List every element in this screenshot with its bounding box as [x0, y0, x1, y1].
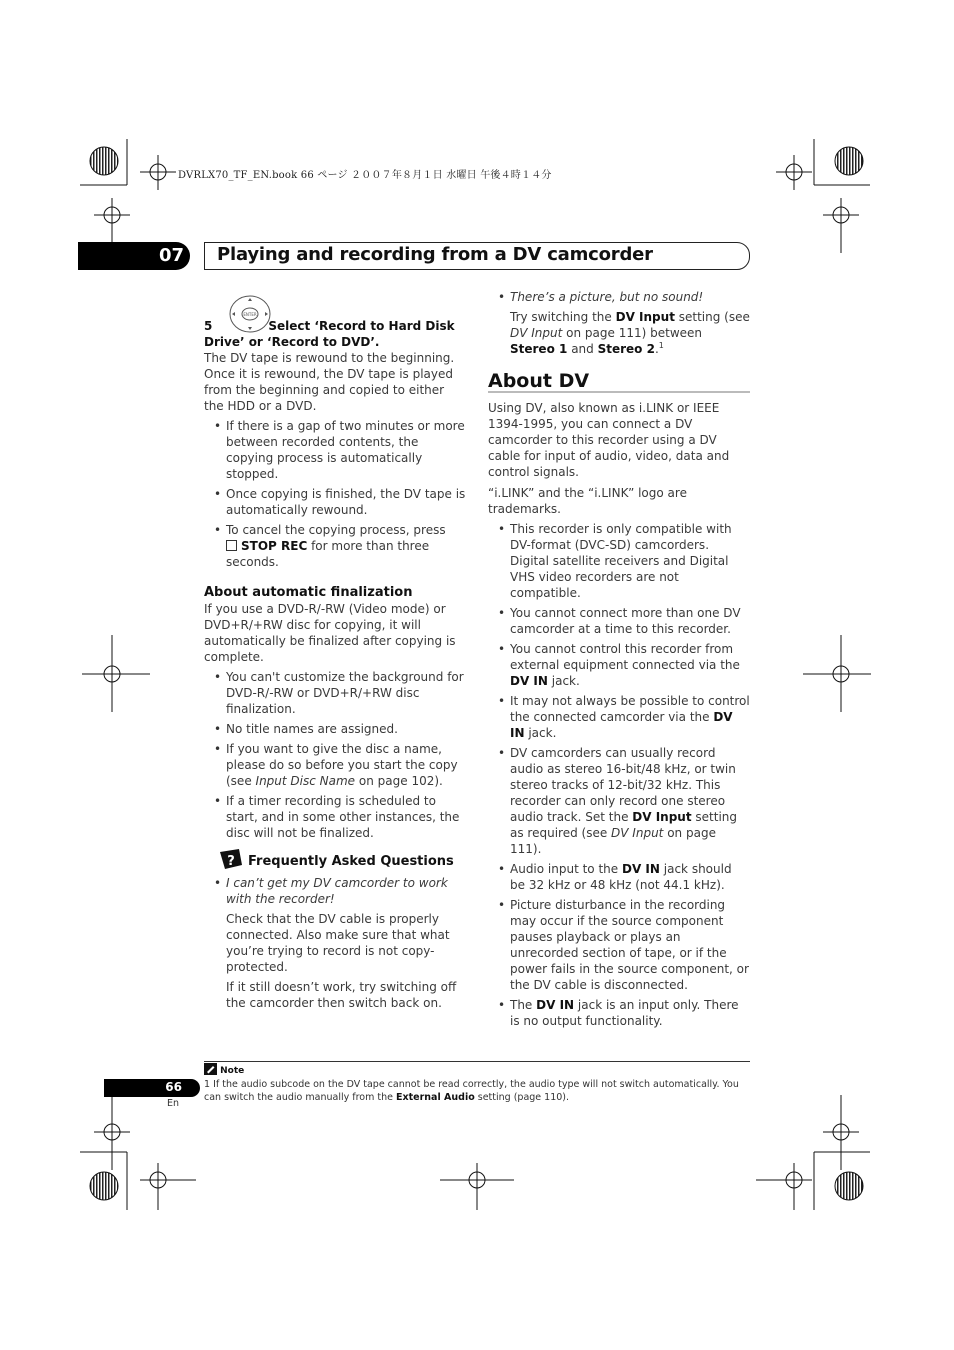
text: jack is an input only. There is no output functionality.: [510, 998, 739, 1028]
faq-question-1: • I can’t get my DV camcorder to work with the recorder!: [204, 875, 466, 907]
list-item: • Once copying is finished, the DV tape is automatically rewound.: [204, 486, 466, 518]
dv-input-ref: DV Input: [510, 326, 563, 340]
svg-text:?: ?: [227, 854, 235, 869]
text: Audio input to the: [510, 862, 619, 876]
chapter-number-tab: [78, 242, 190, 270]
list-item: • If there is a gap of two minutes or more between recorded contents, the copying process is automatically stopped.: [204, 418, 466, 482]
dv-in-key: DV IN: [622, 862, 660, 876]
text: on page 111) between: [566, 326, 703, 340]
chapter-title: Playing and recording from a DV camcorder: [217, 244, 653, 265]
list-item: • You cannot connect more than one DV camcorder at a time to this recorder.: [488, 605, 750, 637]
text: jack.: [551, 674, 580, 688]
dv-in-key: DV IN: [510, 674, 548, 688]
faq-answer-3: [488, 309, 750, 357]
note-divider: [204, 1061, 750, 1062]
note-text: [204, 1078, 750, 1104]
list-item: • No title names are assigned.: [204, 721, 466, 737]
list-item: [488, 693, 750, 741]
finalization-heading: About automatic finalization: [204, 585, 413, 600]
cancel-pre: To cancel the copying process, press: [226, 523, 446, 537]
chapter-number: 07: [158, 245, 184, 266]
text: It may not always be possible to control the connected camcorder via the: [510, 694, 750, 724]
faq-heading: Frequently Asked Questions: [248, 854, 454, 869]
list-item: • This recorder is only compatible with DV-format (DVC-SD) camcorders. Digital satellite receivers and Digital VHS video recorders are not compatible.: [488, 521, 750, 601]
stop-icon: [226, 540, 237, 551]
question-icon: [220, 849, 244, 873]
print-header: DVRLX70_TF_EN.book 66 ページ ２００７年８月１日 水曜日 午後４時１４分: [178, 170, 552, 181]
right-column: [488, 289, 750, 1029]
text: DV camcorders can usually record audio as stereo 16-bit/48 kHz, or twin stereo tracks of 12-bit/32 kHz. This recorder can only record one stereo audio track. Set the: [510, 746, 736, 824]
text: You cannot control this recorder from external equipment connected via the: [510, 642, 740, 672]
disc-name-pre: If you want to give the disc a name, please do so before you start the copy (see: [226, 742, 458, 788]
step-intro: The DV tape is rewound to the beginning. Once it is rewound, the DV tape is played from the beginning and copied to either the HDD or a DVD.: [204, 351, 455, 413]
list-item: [488, 641, 750, 689]
text: setting (page 110).: [477, 1092, 570, 1103]
stereo1-key: Stereo 1: [510, 342, 568, 356]
about-dv-p1: Using DV, also known as i.LINK or IEEE 1394-1995, you can connect a DV camcorder to this recorder using a DV cable for input of audio, video, data and control signals.: [488, 401, 730, 479]
list-item: [204, 522, 466, 570]
list-item: • You can't customize the background for DVD-R/-RW or DVD+R/+RW disc finalization.: [204, 669, 466, 717]
note-header: [204, 1063, 244, 1076]
faq-answer-1: Check that the DV cable is properly connected. Also make sure that what you’re trying to record is not copy-protected.: [226, 912, 450, 974]
language-label: En: [167, 1098, 180, 1109]
disc-name-post: on page 102).: [358, 774, 443, 788]
dv-input-key: DV Input: [615, 310, 675, 324]
page-number-tab: [104, 1079, 200, 1097]
text: 1 If the audio subcode on the DV tape cannot be read correctly, the audio type will not switch automatically. You can switch the audio manually from the: [204, 1079, 739, 1103]
dv-input-ref: DV Input: [611, 826, 664, 840]
note-icon: [204, 1063, 217, 1075]
list-item: • Picture disturbance in the recording may occur if the source component pauses playback or plays an unrecorded section of tape, or if the power fails in the source component, or the DV cable is disconnected.: [488, 897, 750, 993]
list-item: [488, 861, 750, 893]
finalization-intro: If you use a DVD-R/-RW (Video mode) or DVD+R/+RW disc for copying, it will automatically be finalized after copying is complete.: [204, 602, 456, 664]
chapter-title-box: [204, 242, 750, 270]
text: setting (see: [678, 310, 750, 324]
text: setting as required (see: [510, 810, 738, 840]
page-number: 66: [165, 1080, 182, 1094]
note-heading: Note: [220, 1066, 245, 1076]
list-item: • If a timer recording is scheduled to start, and in some other instances, the disc will not be finalized.: [204, 793, 466, 841]
text: jack.: [528, 726, 557, 740]
about-dv-heading: About DV: [488, 373, 750, 393]
input-disc-name-ref: Input Disc Name: [255, 774, 356, 788]
text: .: [654, 342, 659, 356]
text: Try switching the: [510, 310, 612, 324]
text: on page 111).: [510, 826, 716, 856]
external-audio-key: External Audio: [396, 1092, 475, 1103]
footnote-ref: 1: [658, 341, 664, 350]
step-number: 5: [204, 319, 213, 333]
text: and: [571, 342, 594, 356]
text: jack should be 32 kHz or 48 kHz (not 44.1 kHz).: [510, 862, 732, 892]
svg-text:ENTER: ENTER: [243, 312, 257, 317]
text: The: [510, 998, 533, 1012]
stereo2-key: Stereo 2: [597, 342, 655, 356]
cancel-post: for more than three seconds.: [226, 539, 430, 569]
stop-rec-key: STOP REC: [241, 539, 308, 553]
faq-answer-2: If it still doesn’t work, try switching off the camcorder then switch back on.: [226, 980, 457, 1010]
about-dv-p2: “i.LINK” and the “i.LINK” logo are trademarks.: [488, 486, 687, 516]
list-item: [488, 997, 750, 1029]
dv-in-key: DV IN: [536, 998, 575, 1012]
left-column: [204, 318, 466, 1011]
dv-input-key: DV Input: [632, 810, 692, 824]
step-text-line2: Drive’ or ‘Record to DVD’.: [204, 335, 380, 349]
list-item: [204, 741, 466, 789]
list-item: [488, 745, 750, 857]
dv-in-key: DV IN: [510, 710, 733, 740]
faq-question-2: • There’s a picture, but no sound!: [488, 289, 750, 305]
step-text-line1: Select ‘Record to Hard Disk: [268, 319, 455, 333]
